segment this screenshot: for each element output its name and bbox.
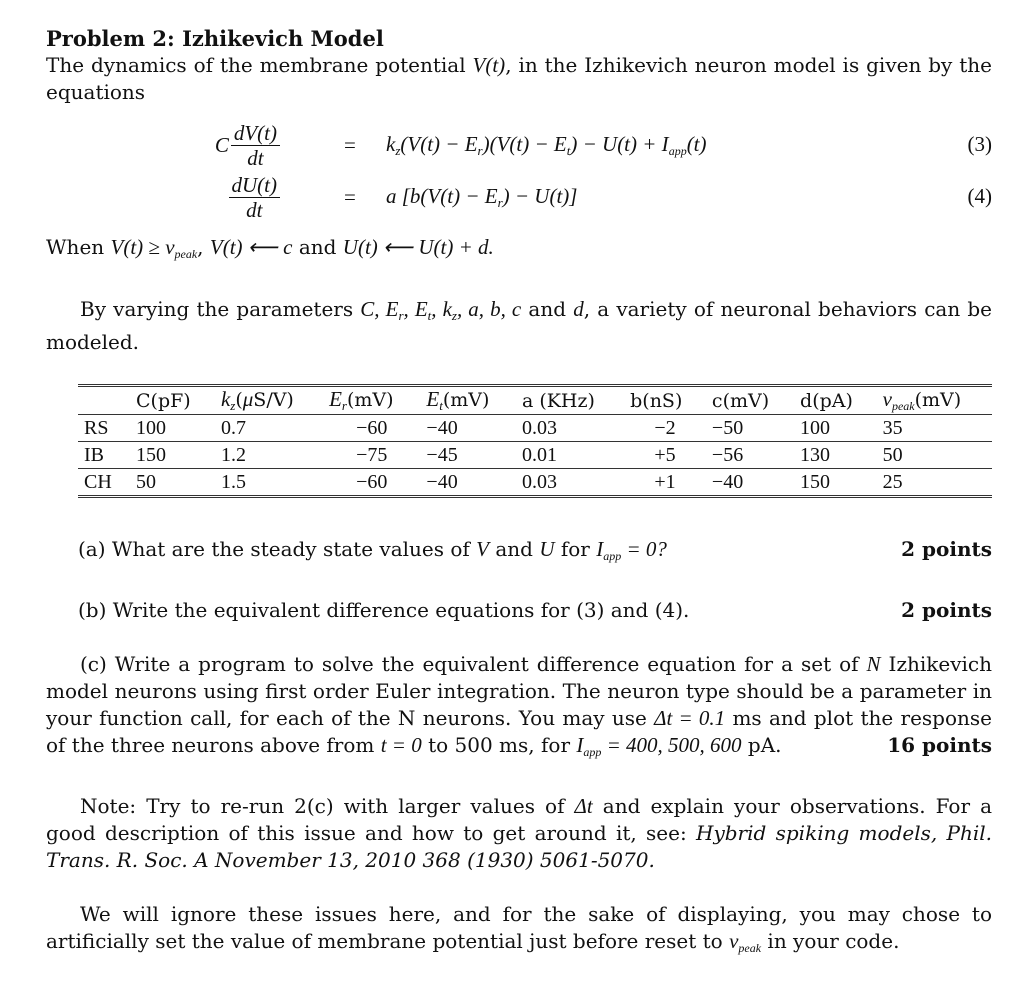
question-b: (b) Write the equivalent difference equations for (3) and (4). 2 points: [78, 598, 992, 622]
table-header: [78, 386, 130, 415]
equation-block: [46, 120, 992, 226]
table-header: a (KHz): [516, 386, 624, 415]
table-row: IB 150 1.2 −75 −45 0.01 +5 −56 130 50: [78, 442, 992, 469]
problem-page: [46, 26, 992, 962]
points-label: 16 points: [887, 733, 992, 757]
table-header: d(pA): [794, 386, 877, 415]
table-header-row: [78, 386, 992, 415]
table-header: c(mV): [706, 386, 794, 415]
points-label: 2 points: [901, 598, 992, 622]
table-row: RS 100 0.7 −60 −40 0.03 −2 −50 100 35: [84, 416, 903, 439]
note-paragraph: Note: Try to re-run 2(c) with larger values of Δt and explain your observations. For a good description of this issue and how to get around it, see: Hybrid spiking models, Phil. Trans. R. Soc. A November 13, 2010 368 (1930) 5061-5070.: [46, 794, 993, 872]
intro-paragraph: The dynamics of the membrane potential V(t), in the Izhikevich neuron model is given by the equations: [46, 53, 992, 104]
table-row: CH 50 1.5 −60 −40 0.03 +1 −40 150 25: [78, 469, 992, 497]
question-c: (c) Write a program to solve the equivalent difference equation for a set of N Izhikevich model neurons using first order Euler integration. The neuron type should be a parameter in your function call, for each of the N neurons. You may use Δt = 0.1 ms and plot the response of the three neurons above from t = 0 to 500 ms, for $I_{app} = 400$, 500, 600 pA. 16 points: [46, 652, 992, 759]
question-a: (a) What are the steady state values of V and U for $I_{app} = 0$? 2 points: [78, 537, 992, 563]
equation-number: (4): [967, 184, 992, 208]
citation: Hybrid spiking models, Phil. Trans. R. Soc. A November 13, 2010 368 (1930) 5061-5070.: [46, 821, 993, 872]
table-header: b(nS): [624, 386, 706, 415]
reset-rule: When $V(t) \ge v_{peak}$, V(t) ⟵ c and U(t) ⟵ U(t) + d.: [46, 235, 494, 261]
table-header: $v_{peak}(mV)$: [877, 386, 992, 415]
varying-paragraph: By varying the parameters C, $E_r$, $E_t$, $k_z$, a, b, c and d, a variety of neuronal behaviors can be modeled.: [46, 297, 993, 354]
final-paragraph: We will ignore these issues here, and for the sake of displaying, you may chose to artificially set the value of membrane potential just before reset to $v_{peak}$ in your code.: [46, 902, 992, 955]
table-header: $E_r(mV)$: [323, 386, 420, 415]
points-label: 2 points: [901, 537, 992, 561]
table-header: C(pF): [130, 386, 215, 415]
problem-title: Problem 2: Izhikevich Model: [46, 26, 384, 51]
equation-4: $\frac{dU(t)}{dt}$ = a $[b(V(t) - E_r) - U(t)]$ (4): [46, 172, 992, 222]
parameter-table: [78, 384, 992, 498]
table-header: $E_t(mV)$: [420, 386, 516, 415]
table-header: $k_z(\mu S/V)$: [215, 386, 323, 415]
equation-number: (3): [967, 132, 992, 156]
equation-3: C $\frac{dV(t)}{dt}$ = $k_z(V(t) - E_r)(V(t) - E_t) - U(t) + I_{app}(t)$ (3): [214, 120, 992, 170]
